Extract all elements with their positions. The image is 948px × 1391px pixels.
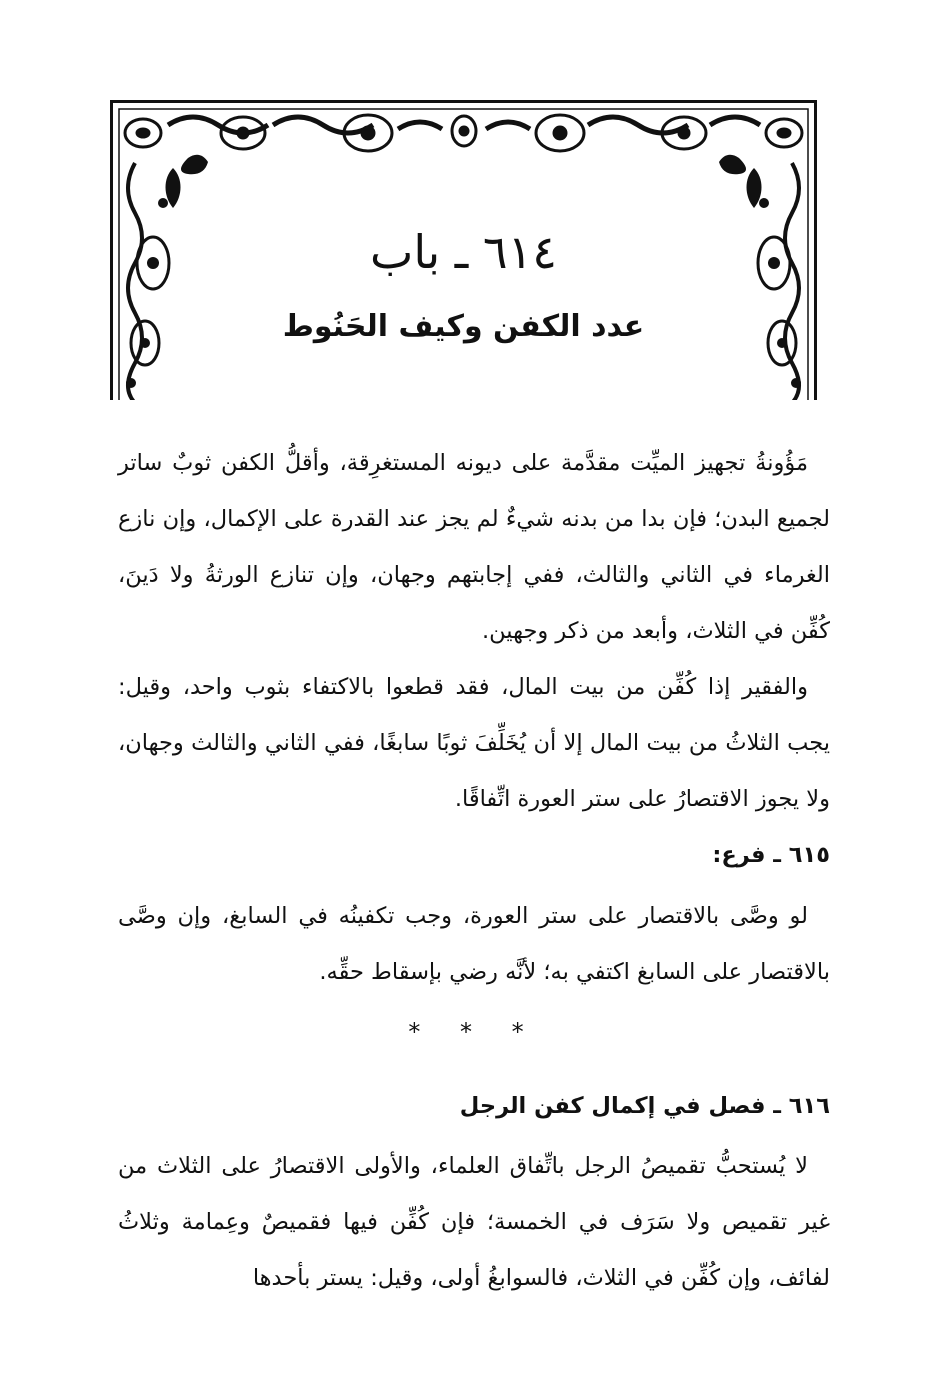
paragraph-poor-person: والفقير إذا كُفِّن من بيت المال، فقد قطعوا بالاكتفاء بثوب واحد، وقيل: يجب الثلاثُ من بيت المال إلا أن يُخَلِّفَ ثوبًا سابغًا، ففي الثاني والثالث وجهان، ولا يجوز الاقتصارُ على ستر العورة اتِّفاقًا. <box>118 674 830 812</box>
section-branch-615-body <box>118 888 830 1000</box>
branch-heading: ٦١٥ ـ فرع: <box>712 842 830 868</box>
section-main-text <box>118 435 830 827</box>
paragraph-bequest: لو وصَّى بالاقتصار على ستر العورة، وجب تكفينُه في السابغ، وإن وصَّى بالاقتصار على السابغ اكتفي به؛ لأنَّه رضي بإسقاط حقِّه. <box>118 903 830 985</box>
section-separator: * * * <box>408 1018 540 1046</box>
section-chapter-616 <box>118 1078 830 1134</box>
section-branch-615 <box>118 827 830 883</box>
chapter-616-heading: ٦١٦ ـ فصل في إكمال كفن الرجل <box>459 1093 830 1119</box>
section-chapter-616-body <box>118 1138 830 1306</box>
paragraph-man-shroud: لا يُستحبُّ تقميصُ الرجل باتِّفاق العلماء، والأولى الاقتصارُ على الثلاث من غير تقميص ولا سَرَف في الخمسة؛ فإن كُفِّن فيها فقميصٌ وعِمامة وثلاثُ لفائف، وإن كُفِّن في الثلاث، فالسوابغُ أولى، وقيل: يستر بأحدها <box>118 1153 830 1291</box>
chapter-title: ٦١٤ ـ باب <box>370 225 557 279</box>
paragraph-cost-of-shroud: مَؤُونةُ تجهيز الميِّت مقدَّمة على ديونه المستغرِقة، وأقلُّ الكفن ثوبٌ ساتر لجميع البدن؛ فإن بدا من بدنه شيءٌ لم يجز عند القدرة على الإكمال، وإن نازع الغرماء في الثاني والثالث، ففي إجابتهم وجهان، وإن تنازع الورثةُ ولا دَينَ، كُفِّن في الثلاث، وأبعد من ذكر وجهين. <box>118 450 830 644</box>
chapter-subtitle: عدد الكفن وكيف الحَنُوط <box>282 309 645 344</box>
